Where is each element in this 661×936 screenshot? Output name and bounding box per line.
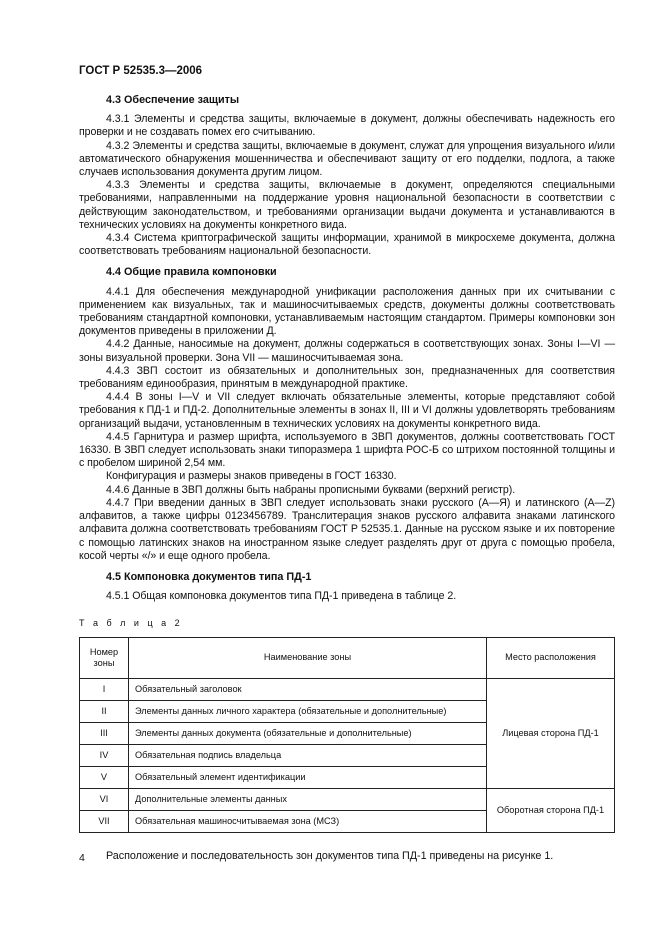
section-title-4-3: 4.3 Обеспечение защиты: [106, 94, 240, 106]
zone-location-front: Лицевая сторона ПД-1: [487, 678, 615, 788]
page-number: 4: [79, 852, 85, 864]
zone-number: III: [80, 722, 129, 744]
zone-name: Обязательная машиносчитываемая зона (МСЗ): [129, 810, 487, 832]
paragraph-4-4-4: 4.4.4 В зоны I—V и VII следует включать обязательные элементы, которые представляют собой требования к ПД-1 и ПД-2. Дополнительные элементы в зонах II, III и VI должны удовлетворять требованиям организаций выдачи, установленным в технических условиях на документы конкретного вида.: [79, 391, 615, 430]
paragraph-4-4-3: 4.4.3 ЗВП состоит из обязательных и дополнительных зон, предназначенных для соответствия требованиям единообразия, принятым в международной практике.: [79, 364, 615, 391]
header-zone-name: Наименование зоны: [129, 637, 487, 678]
paragraph-4-4-6: 4.4.6 Данные в ЗВП должны быть набраны прописными буквами (верхний регистр).: [106, 483, 516, 496]
paragraph-4-4-1: 4.4.1 Для обеспечения международной унификации расположения данных при их считывании с применением как визуальных, так и машиносчитываемых средств, документы должны соответствовать требованиям стандартной компоновки, устанавливаемым настоящим стандартом. Примеры компоновки зон документов приведены в приложении Д.: [79, 285, 615, 338]
paragraph-4-4-5-note: Конфигурация и размеры знаков приведены в ГОСТ 16330.: [106, 470, 397, 483]
document-header: ГОСТ Р 52535.3—2006: [79, 65, 203, 77]
zone-number: I: [80, 678, 129, 700]
paragraph-4-3-2: 4.3.2 Элементы и средства защиты, включаемые в документ, служат для упрощения визуального и/или автоматического обнаружения мошенничества и обеспечивают защиту от его подделки, подлога, а также случаев использования документа другим лицом.: [79, 139, 615, 179]
paragraph-4-3-3: 4.3.3 Элементы и средства защиты, включаемые в документ, определяются специальными требованиями, направленными на поддержание уровня национальной безопасности в соответствии с действующим законодательством, и требованиями организации выдачи документа и устанавливаются в технических условиях на документы конкретного вида.: [79, 179, 615, 231]
paragraph-4-4-2: 4.4.2 Данные, наносимые на документ, должны содержаться в соответствующих зонах. Зоны I—VI — зоны визуальной проверки. Зона VII — машиносчитываемая зона.: [79, 338, 615, 364]
zones-table: [79, 637, 615, 833]
paragraph-4-4-7: 4.4.7 При введении данных в ЗВП следует использовать знаки русского (А—Я) и латинского (А—Z) алфавитов, а также цифры 0123456789. Транслитерация знаков русского алфавита знаками латинского алфавита должна соответствовать требованиям ГОСТ Р 52535.1. Данные на русском языке и их повторение с помощью латинских знаков на иностранном языке следует разделять друг от друга с помощью пробела, косой черты «/» и еще одного пробела.: [79, 496, 615, 562]
zone-number: VII: [80, 810, 129, 832]
section-title-4-4: 4.4 Общие правила компоновки: [106, 266, 277, 279]
zone-number: V: [80, 766, 129, 788]
zone-name: Элементы данных документа (обязательные и дополнительные): [129, 722, 487, 744]
paragraph-4-3-4: 4.3.4 Система криптографической защиты информации, хранимой в микросхеме документа, должна соответствовать требованиям национальной безопасности.: [79, 232, 615, 258]
section-title-4-5: 4.5 Компоновка документов типа ПД-1: [106, 570, 312, 583]
table-caption: Т а б л и ц а 2: [79, 618, 183, 629]
header-location: Место расположения: [487, 637, 615, 678]
zone-name: Элементы данных личного характера (обязательные и дополнительные): [129, 700, 487, 722]
zone-number: II: [80, 700, 129, 722]
table-row: [80, 678, 615, 700]
paragraph-4-3-1: 4.3.1 Элементы и средства защиты, включаемые в документ, должны обеспечивать надежность его проверки и не создавать помех его считыванию.: [79, 113, 615, 139]
zone-number: IV: [80, 744, 129, 766]
table-header-row: [80, 637, 615, 678]
zone-location-back: Оборотная сторона ПД-1: [487, 788, 615, 832]
zone-number: VI: [80, 788, 129, 810]
zone-name: Дополнительные элементы данных: [129, 788, 487, 810]
zone-name: Обязательный элемент идентификации: [129, 766, 487, 788]
zone-name: Обязательная подпись владельца: [129, 744, 487, 766]
after-table-text: Расположение и последовательность зон документов типа ПД-1 приведены на рисунке 1.: [106, 849, 554, 862]
page-content: [79, 94, 615, 863]
table-row: [80, 788, 615, 810]
paragraph-4-5-1: 4.5.1 Общая компоновка документов типа ПД-1 приведена в таблице 2.: [106, 590, 457, 603]
header-zone-number: Номер зоны: [80, 637, 129, 678]
paragraph-4-4-5: 4.4.5 Гарнитура и размер шрифта, используемого в ЗВП документов, должны соответствовать ГОСТ 16330. В ЗВП следует использовать знаки типоразмера 1 шрифта РОС-Б со штрихом постоянной толщины и с пробелом шириной 2,54 мм.: [79, 430, 615, 470]
zone-name: Обязательный заголовок: [129, 678, 487, 700]
